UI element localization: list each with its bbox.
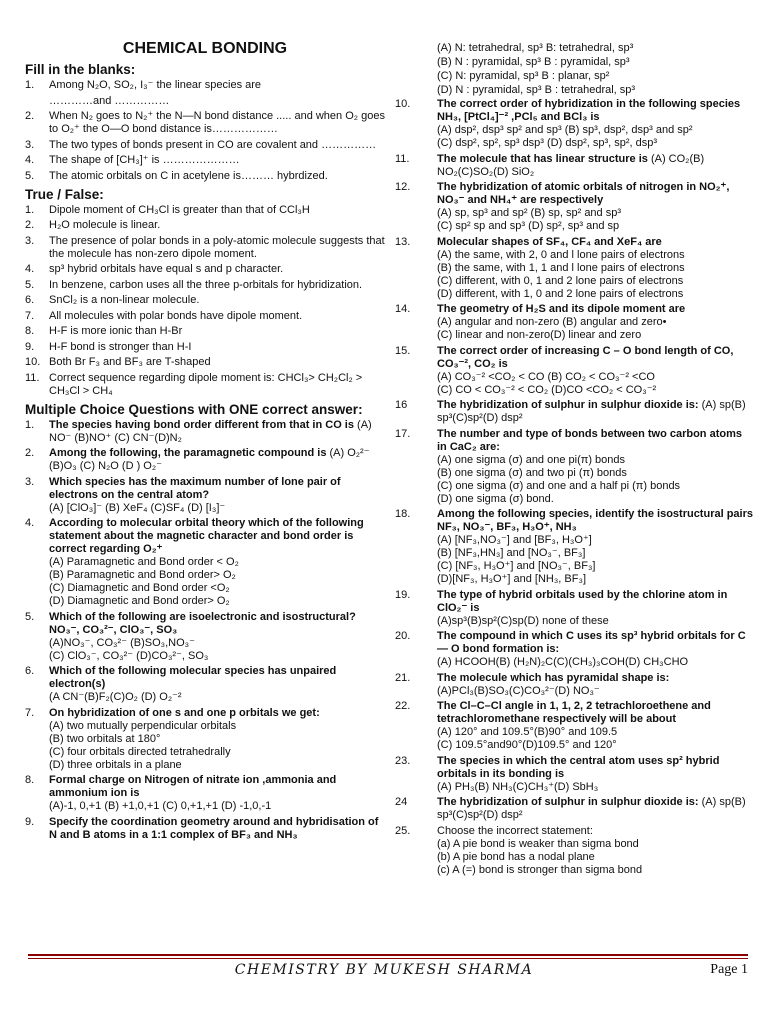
mcq-item — [395, 700, 753, 752]
option-text: (A)-1, 0,+1 (B) +1,0,+1 (C) 0,+1,+1 (D) -1,0,-1 — [49, 800, 272, 812]
option-text: (D) three orbitals in a plane — [49, 758, 182, 771]
option-text: (C) 109.5°and90°(D)109.5° and 120° — [437, 739, 617, 751]
true-false-item — [25, 310, 385, 323]
question-text: The species in which the central atom uses sp² hybrid orbitals in its bonding is — [437, 754, 720, 780]
mcq-body — [437, 345, 753, 397]
item-number: 7. — [25, 309, 35, 322]
item-number: 2. — [25, 110, 35, 122]
option-text: (A) [ClO₃]⁻ (B) XeF₄ (C)SF₄ (D) [I₃]⁻ — [49, 501, 226, 514]
option-text: (C) different, with 0, 1 and 2 lone pairs of electrons — [437, 274, 684, 287]
mcq-item — [395, 825, 753, 877]
footer-rule — [28, 954, 748, 956]
item-number: 4. — [25, 263, 35, 275]
mcq-item — [395, 98, 753, 150]
true-false-item — [25, 235, 385, 261]
item-text: Among N₂O, SO₂, I₃⁻ the linear species are — [49, 79, 262, 91]
item-text: SnCl₂ is a non-linear molecule. — [49, 294, 200, 306]
fill-blanks-heading: Fill in the blanks: — [25, 62, 136, 77]
fill-blank-item — [25, 154, 385, 167]
item-number: 25. — [395, 824, 411, 837]
option-text: (A)sp³(B)sp²(C)sp(D) none of these — [437, 614, 609, 627]
right-column — [395, 42, 753, 879]
mcq-body — [437, 236, 753, 301]
mcq-body — [437, 796, 753, 822]
option-text: (A) [NF₃,NO₃⁻] and [BF₃, H₃O⁺] — [437, 534, 592, 546]
option-text: (D)[NF₃, H₃O⁺] and [NH₃, BF₃] — [437, 573, 587, 585]
true-false-item — [25, 294, 385, 307]
mcq-item — [395, 303, 753, 342]
true-false-item — [25, 356, 385, 369]
item-text: Correct sequence regarding dipole moment is: CHCl₃> CH₂Cl₂ > CH₃Cl > CH₄ — [49, 371, 363, 397]
item-text: Both Br F₃ and BF₃ are T-shaped — [49, 356, 211, 368]
option-text: (A) one sigma (σ) and one pi(π) bonds — [437, 453, 626, 466]
item-number: 10. — [395, 98, 411, 110]
item-number: 19. — [395, 588, 411, 601]
item-number: 18. — [395, 508, 411, 520]
item-number: 5. — [25, 169, 35, 182]
option-text: (A) the same, with 2, 0 and l lone pairs of electrons — [437, 248, 685, 261]
true-false-list — [25, 204, 385, 398]
question-text: The species having bond order different from that in CO is — [49, 418, 358, 431]
mcq-body — [437, 428, 753, 506]
question-text: Molecular shapes of SF₄, CF₄ and XeF₄ are — [437, 235, 662, 248]
item-number: 24 — [395, 796, 408, 808]
option-text: (B) N : pyramidal, sp³ B : pyramidal, sp³ — [437, 56, 630, 68]
mcq-item — [395, 181, 753, 233]
question-text: Among the following species, identify the isostructural pairs NF₃, NO₃⁻, BF₃, H₃O⁺, NH₃ — [437, 508, 753, 533]
mcq-item — [395, 508, 753, 586]
item-number: 8. — [25, 774, 35, 786]
option-text: (A)PCl₃(B)SO₃(C)CO₃²⁻(D) NO₃⁻ — [437, 684, 600, 697]
item-text: sp³ hybrid orbitals have equal s and p character. — [49, 263, 284, 275]
mcq-item — [395, 755, 753, 794]
option-text: (A) sp, sp³ and sp² (B) sp, sp² and sp³ — [437, 207, 622, 219]
question-text: The Cl–C–Cl angle in 1, 1, 2, 2 tetrachloroethene and tetrachloromethane respectively will be about — [437, 700, 711, 725]
option-text: (c) A (=) bond is stronger than sigma bond — [437, 863, 643, 876]
fill-blank-item — [25, 95, 385, 108]
mcq-body — [49, 611, 385, 663]
question-text: Which species has the maximum number of lone pair of electrons on the central atom? — [49, 475, 341, 501]
option-text: (A) 120° and 109.5°(B)90° and 109.5 — [437, 726, 618, 738]
page-number: Page 1 — [710, 962, 748, 977]
item-number: 10. — [25, 356, 41, 368]
option-text: (A CN⁻(B)F₂(C)O₂ (D) O₂⁻² — [49, 691, 182, 703]
mcq-item — [25, 816, 385, 842]
option-text: (D) Diamagnetic and Bond order> O₂ — [49, 595, 230, 607]
item-number: 6. — [25, 294, 35, 306]
mcq-heading: Multiple Choice Questions with ONE correct answer: — [25, 401, 363, 417]
mcq-left-list — [25, 419, 385, 842]
item-number: 12. — [395, 181, 411, 193]
mcq-body — [437, 153, 753, 179]
fill-blanks-list — [25, 79, 385, 183]
item-number: 9. — [25, 815, 35, 828]
item-text: H-F bond is stronger than H-I — [49, 340, 192, 353]
mcq-item — [25, 447, 385, 473]
mcq-item — [395, 399, 753, 425]
question-text: The compound in which C uses its sp³ hybrid orbitals for C — O bond formation is: — [437, 630, 746, 655]
option-text: (A) sp(B) sp³(C)sp²(D) dsp² — [437, 796, 746, 821]
footer-author: CHEMISTRY BY MUKESH SHARMA — [234, 962, 534, 978]
option-text: (A) CO₂(B) NO₂(C)SO₂(D) SiO₂ — [437, 152, 705, 178]
item-number: 3. — [25, 475, 35, 488]
mcq-item — [395, 672, 753, 698]
option-text: (C) dsp², sp², sp³ dsp³ (D) dsp², sp³, sp², dsp³ — [437, 137, 658, 149]
item-text: When N₂ goes to N₂⁺ the N—N bond distance ..... and when O₂ goes to O₂⁺ the O—O bond distance is……………… — [49, 110, 385, 135]
item-text: In benzene, carbon uses all the three p-orbitals for hybridization. — [49, 278, 363, 291]
option-text: (C) CO < CO₃⁻² < CO₂ (D)CO <CO₂ < CO₃⁻² — [437, 383, 657, 396]
mcq-body — [49, 517, 385, 608]
item-number: 9. — [25, 340, 35, 353]
option-text: (B) [NF₃,HN₃] and [NO₃⁻, BF₃] — [437, 547, 586, 559]
question-text: According to molecular orbital theory which of the following statement about the magnetic character and bond order is correct regarding O₂⁺ — [49, 517, 364, 555]
item-number: 11. — [25, 371, 40, 384]
item-text: The presence of polar bonds in a poly-atomic molecule suggests that the molecule has non-zero dipole moment. — [49, 234, 385, 260]
question-text: The correct order of hybridization in the following species NH₃, [PtCl₄]⁻² ,PCl₅ and BCl₃ is — [437, 98, 741, 123]
item-number: 1. — [25, 203, 35, 216]
true-false-item — [25, 325, 385, 338]
mcq-body — [437, 825, 753, 877]
mcq-item — [25, 611, 385, 663]
fill-blank-item — [25, 110, 385, 136]
item-text: …………and …………… — [49, 94, 170, 107]
mcq-right-list — [395, 98, 753, 877]
left-column — [25, 40, 385, 844]
item-number: 11. — [395, 152, 410, 165]
mcq-body — [49, 816, 385, 842]
mcq-item — [395, 589, 753, 628]
item-number: 7. — [25, 706, 35, 719]
option-text: (A) NO⁻ (B)NO⁺ (C) CN⁻(D)N₂ — [49, 418, 372, 444]
mcq-item — [395, 428, 753, 506]
option-text: (A) dsp², dsp³ sp² and sp³ (B) sp³, dsp², dsp³ and sp² — [437, 124, 693, 136]
mcq-item — [25, 665, 385, 704]
item-number: 17. — [395, 427, 411, 440]
item-number: 4. — [25, 517, 35, 529]
option-text: (C) one sigma (σ) and one and a half pi (π) bonds — [437, 479, 681, 492]
mcq-body — [437, 589, 753, 628]
mcq-body — [49, 665, 385, 704]
item-text: The atomic orbitals on C in acetylene is……… hybrdized. — [49, 169, 328, 182]
item-text: H₂O molecule is linear. — [49, 219, 161, 231]
question-text: The hybridization of sulphur in sulphur dioxide is: — [437, 399, 702, 411]
option-text: (B) Paramagnetic and Bond order> O₂ — [49, 569, 236, 581]
mcq-body — [437, 755, 753, 794]
mcq-body — [49, 774, 385, 813]
item-number: 20. — [395, 630, 411, 642]
mcq-body — [49, 476, 385, 515]
option-text: (D) different, with 1, 0 and 2 lone pairs of electrons — [437, 287, 684, 300]
mcq-item — [25, 517, 385, 608]
option-text: (D) one sigma (σ) bond. — [437, 492, 554, 505]
item-number: 3. — [25, 234, 35, 247]
mcq-body — [49, 707, 385, 772]
item-text: All molecules with polar bonds have dipole moment. — [49, 309, 303, 322]
item-number: 4. — [25, 154, 35, 166]
item-number: 2. — [25, 447, 35, 459]
mcq-item — [395, 236, 753, 301]
option-text: Choose the incorrect statement: — [437, 824, 593, 837]
true-false-heading: True / False: — [25, 186, 104, 202]
option-text: (C) Diamagnetic and Bond order <O₂ — [49, 582, 230, 594]
item-text: Dipole moment of CH₃Cl is greater than that of CCl₃H — [49, 203, 310, 216]
page-title: CHEMICAL BONDING — [122, 40, 288, 57]
option-text: (A) sp(B) sp³(C)sp²(D) dsp² — [437, 399, 746, 424]
q9-options — [395, 42, 753, 97]
item-number: 5. — [25, 278, 35, 291]
fill-blank-item — [25, 79, 385, 92]
item-number: 14. — [395, 303, 411, 315]
option-text: (C) [NF₃, H₃O⁺] and [NO₃⁻, BF₃] — [437, 560, 596, 572]
item-number: 15. — [395, 344, 411, 357]
option-text: (D) N : pyramidal, sp³ B : tetrahedral, sp³ — [437, 84, 636, 96]
option-text: (A) N: tetrahedral, sp³ B: tetrahedral, sp³ — [437, 42, 634, 54]
mcq-body — [437, 303, 753, 342]
option-text: (C) four orbitals directed tetrahedrally — [49, 745, 231, 758]
item-text: The two types of bonds present in CO are covalent and …………… — [49, 138, 377, 151]
item-number: 16 — [395, 399, 408, 411]
question-text: The type of hybrid orbitals used by the chlorine atom in ClO₂⁻ is — [437, 588, 728, 614]
item-number: 21. — [395, 671, 411, 684]
mcq-body — [437, 399, 753, 425]
option-text: (A) Paramagnetic and Bond order < O₂ — [49, 556, 239, 568]
question-text: On hybridization of one s and one p orbitals we get: — [49, 706, 320, 719]
question-text: The number and type of bonds between two carbon atoms in CaC₂ are: — [437, 427, 742, 453]
fill-blank-item — [25, 170, 385, 183]
item-number: 1. — [25, 418, 35, 431]
item-number: 22. — [395, 700, 411, 712]
mcq-body — [437, 98, 753, 150]
option-text: (A) CO₃⁻² <CO₂ < CO (B) CO₂ < CO₃⁻² <CO — [437, 370, 655, 383]
mcq-item — [25, 774, 385, 813]
fill-blank-item — [25, 139, 385, 152]
item-number: 5. — [25, 610, 35, 623]
question-text: The molecule that has linear structure is — [437, 152, 651, 165]
mcq-body — [437, 181, 753, 233]
item-text: H-F is more ionic than H-Br — [49, 325, 183, 337]
mcq-body — [49, 447, 385, 473]
item-number: 1. — [25, 79, 35, 91]
option-text: (B) one sigma (σ) and two pi (π) bonds — [437, 466, 627, 479]
question-text: The molecule which has pyramidal shape is: — [437, 671, 670, 684]
item-text: The shape of [CH₃]⁺ is ………………… — [49, 154, 240, 166]
question-text: Which of the following molecular species has unpaired electron(s) — [49, 665, 337, 690]
question-text: Among the following, the paramagnetic compound is — [49, 447, 330, 459]
item-number: 3. — [25, 138, 35, 151]
mcq-item — [25, 476, 385, 515]
mcq-body — [437, 630, 753, 669]
true-false-item — [25, 341, 385, 354]
mcq-body — [437, 508, 753, 586]
mcq-item — [25, 419, 385, 445]
question-text: The geometry of H₂S and its dipole moment are — [437, 303, 686, 315]
option-text: (B) the same, with 1, 1 and l lone pairs of electrons — [437, 261, 685, 274]
mcq-item — [25, 707, 385, 772]
option-text: (A) PH₃(B) NH₃(C)CH₃⁺(D) SbH₃ — [437, 780, 599, 793]
mcq-item — [395, 345, 753, 397]
item-number: 6. — [25, 665, 35, 677]
option-text: (A) O₂²⁻ (B)O₃ (C) N₂O (D ) O₂⁻ — [49, 447, 370, 472]
mcq-body — [437, 672, 753, 698]
true-false-item — [25, 204, 385, 217]
question-text: Formal charge on Nitrogen of nitrate ion ,ammonia and ammonium ion is — [49, 774, 337, 799]
true-false-item — [25, 219, 385, 232]
question-text: Specify the coordination geometry around and hybridisation of N and B atoms in a 1:1 complex of BF₃ and NH₃ — [49, 815, 379, 841]
option-text: (A) HCOOH(B) (H₂N)₂C(C)(CH₃)₃COH(D) CH₃CHO — [437, 656, 689, 668]
option-text: (A) two mutually perpendicular orbitals — [49, 719, 237, 732]
footer-rule-thin — [28, 958, 748, 959]
true-false-item — [25, 279, 385, 292]
question-text: The hybridization of sulphur in sulphur dioxide is: — [437, 796, 702, 808]
mcq-body — [437, 700, 753, 752]
option-text: (a) A pie bond is weaker than sigma bond — [437, 837, 639, 850]
question-text: The correct order of increasing C – O bond length of CO, CO₃⁻², CO₂ is — [437, 344, 734, 370]
option-text: (A)NO₃⁻, CO₃²⁻ (B)SO₃,NO₃⁻ — [49, 636, 195, 649]
question-text: Which of the following are isoelectronic and isostructural? NO₃⁻, CO₃²⁻, ClO₃⁻, SO₃ — [49, 610, 356, 636]
item-number: 8. — [25, 325, 35, 337]
true-false-item — [25, 372, 385, 398]
option-text: (C) ClO₃⁻, CO₃²⁻ (D)CO₃²⁻, SO₃ — [49, 649, 209, 662]
true-false-item — [25, 263, 385, 276]
option-text: (C) linear and non-zero(D) linear and zero — [437, 329, 642, 341]
item-number: 2. — [25, 219, 35, 231]
option-text: (B) two orbitals at 180° — [49, 732, 161, 745]
mcq-item — [395, 796, 753, 822]
mcq-item — [395, 153, 753, 179]
mcq-body — [49, 419, 385, 445]
item-number: 13. — [395, 235, 411, 248]
option-text: (C) sp² sp and sp³ (D) sp², sp³ and sp — [437, 220, 620, 232]
mcq-item — [395, 630, 753, 669]
option-text: (C) N: pyramidal, sp³ B : planar, sp² — [437, 70, 610, 82]
option-text: (b) A pie bond has a nodal plane — [437, 850, 595, 863]
option-text: (A) angular and non-zero (B) angular and zero• — [437, 316, 667, 328]
question-text: The hybridization of atomic orbitals of nitrogen in NO₂⁺, NO₃⁻ and NH₄⁺ are respectively — [437, 181, 730, 206]
item-number: 23. — [395, 754, 411, 767]
item-number — [25, 95, 49, 108]
